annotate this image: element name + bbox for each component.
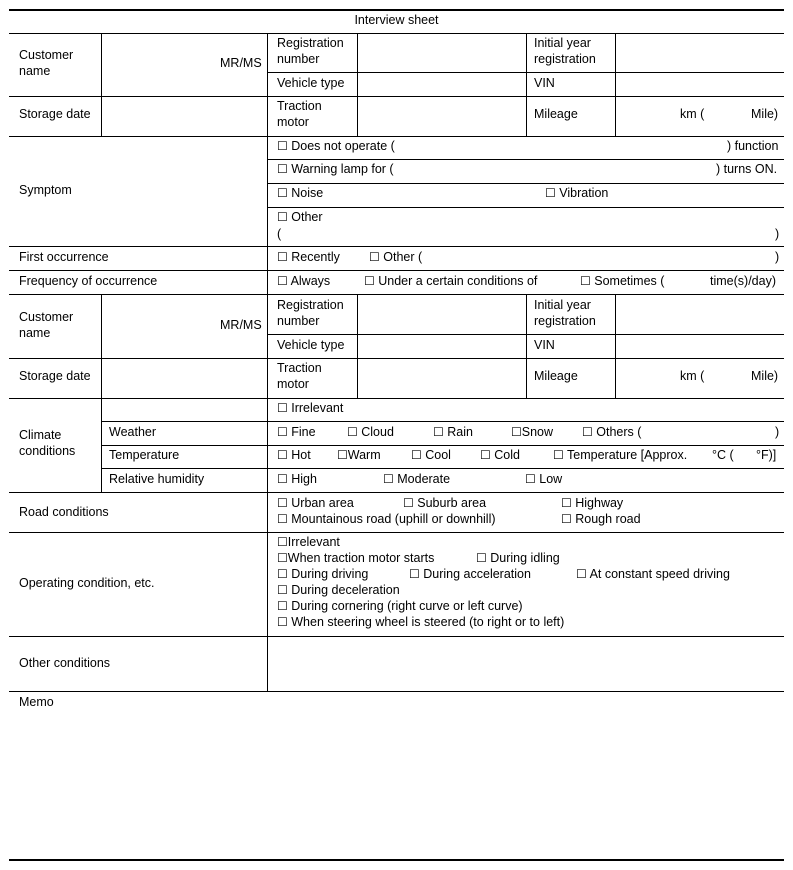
checkbox-icon: ☐ [383,472,394,486]
col-line [267,294,268,691]
warning-lamp-label: Warning lamp for ( [291,162,394,176]
row-line [9,96,784,97]
cold-label: Cold [494,448,520,462]
recently-label: Recently [291,250,340,264]
cool-checkbox[interactable] [411,447,451,463]
temperature-approx-label: Temperature [Approx. [567,448,688,462]
weather-label: Weather [109,425,157,439]
vehicle-type-label: Vehicle type [277,76,345,90]
row-line [267,159,784,160]
checkbox-icon: ☐ [277,583,288,597]
vin-label: VIN [534,338,555,352]
noise-checkbox[interactable] [277,185,323,201]
col-line [267,33,268,294]
checkbox-icon: ☐ [347,425,358,439]
recently-checkbox[interactable] [277,249,340,265]
checkbox-icon: ☐ [511,425,522,439]
checkbox-icon: ☐ [277,186,288,200]
checkbox-icon: ☐ [277,512,288,526]
checkbox-icon: ☐ [277,472,288,486]
cornering-checkbox[interactable] [277,598,523,614]
does-not-operate-checkbox[interactable] [277,138,395,154]
registration-number-label: Registration number [277,298,344,328]
checkbox-icon: ☐ [277,599,288,613]
temperature-label: Temperature [109,448,180,462]
idling-label: During idling [490,551,560,565]
checkbox-icon: ☐ [403,496,414,510]
row-line [9,636,784,637]
checkbox-icon: ☐ [545,186,556,200]
other-occurrence-label: Other ( [383,250,423,264]
warm-checkbox[interactable] [337,447,381,463]
row-line [9,358,784,359]
operating-irrelevant-checkbox[interactable] [277,534,340,550]
sheet-title: Interview sheet [354,13,439,27]
vibration-label: Vibration [559,186,609,200]
row-line [9,532,784,533]
checkbox-icon: ☐ [433,425,444,439]
checkbox-icon: ☐ [476,551,487,565]
initial-year-label: Initial year registration [534,36,596,66]
checkbox-icon: ☐ [277,274,288,288]
does-not-operate-label: Does not operate ( [291,139,395,153]
row-line [101,445,784,446]
other-symptom-checkbox[interactable] [277,209,323,225]
rain-label: Rain [447,425,473,439]
checkbox-icon: ☐ [411,448,422,462]
function-label: ) function [727,139,779,153]
col-line [526,33,527,136]
mr-ms-label: MR/MS [220,318,262,332]
mountainous-label: Mountainous road (uphill or downhill) [291,512,496,526]
km-label: km ( [680,107,705,121]
registration-number-label: Registration number [277,36,344,66]
row-line [267,207,784,208]
row-line [9,294,784,295]
suburb-label: Suburb area [417,496,487,510]
rain-checkbox[interactable] [433,424,473,440]
warm-label: Warm [347,448,381,462]
checkbox-icon: ☐ [480,448,491,462]
steering-checkbox[interactable] [277,614,564,630]
checkbox-icon: ☐ [580,274,591,288]
constant-speed-label: At constant speed driving [589,567,730,581]
checkbox-icon: ☐ [277,162,288,176]
cold-checkbox[interactable] [480,447,520,463]
climate-irrelevant-label: Irrelevant [291,401,344,415]
checkbox-icon: ☐ [561,496,572,510]
always-label: Always [290,274,331,288]
high-checkbox[interactable] [277,471,317,487]
storage-date-label: Storage date [19,107,91,121]
cloud-checkbox[interactable] [347,424,394,440]
checkbox-icon: ☐ [561,512,572,526]
other-occurrence-checkbox[interactable] [369,249,422,265]
moderate-label: Moderate [397,472,451,486]
top-border [9,9,784,11]
close-paren: ) [775,425,780,439]
checkbox-icon: ☐ [277,401,288,415]
hot-checkbox[interactable] [277,447,311,463]
temperature-approx-checkbox[interactable] [553,447,687,463]
deceleration-label: During deceleration [291,583,400,597]
suburb-checkbox[interactable] [403,495,486,511]
sometimes-label: Sometimes ( [594,274,665,288]
symptom-label: Symptom [19,183,72,197]
certain-conditions-checkbox[interactable] [364,273,537,289]
storage-date-label: Storage date [19,369,91,383]
turns-on-label: ) turns ON. [716,162,778,176]
checkbox-icon: ☐ [337,448,348,462]
mileage-label: Mileage [534,369,578,383]
row-line [9,398,784,399]
others-weather-label: Others ( [596,425,642,439]
open-paren: ( [277,227,282,241]
others-weather-checkbox[interactable] [582,424,641,440]
close-paren: ) [775,227,780,241]
rough-road-label: Rough road [575,512,641,526]
when-starts-checkbox[interactable] [277,550,434,566]
steering-label: When steering wheel is steered (to right or to left) [291,615,565,629]
initial-year-label: Initial year registration [534,298,596,328]
acceleration-label: During acceleration [423,567,531,581]
celsius-label: °C ( [712,448,734,462]
driving-checkbox[interactable] [277,566,368,582]
low-checkbox[interactable] [525,471,562,487]
other-conditions-label: Other conditions [19,656,111,670]
deceleration-checkbox[interactable] [277,582,400,598]
checkbox-icon: ☐ [576,567,587,581]
col-line [526,294,527,398]
col-line [101,33,102,136]
operating-condition-label: Operating condition, etc. [19,576,155,590]
col-line [101,294,102,398]
hot-label: Hot [291,448,311,462]
fine-checkbox[interactable] [277,424,316,440]
checkbox-icon: ☐ [369,250,380,264]
always-checkbox[interactable] [277,273,330,289]
mountainous-checkbox[interactable] [277,511,496,527]
memo-label: Memo [19,695,54,709]
checkbox-icon: ☐ [525,472,536,486]
col-line [357,294,358,398]
checkbox-icon: ☐ [582,425,593,439]
row-line [9,136,784,137]
constant-speed-checkbox[interactable] [576,566,730,582]
col-line [357,33,358,136]
checkbox-icon: ☐ [277,496,288,510]
vin-label: VIN [534,76,555,90]
bottom-border [9,859,784,861]
checkbox-icon: ☐ [553,448,564,462]
close-paren: ) [775,250,780,264]
fahrenheit-label: °F)] [756,448,777,462]
row-line [101,468,784,469]
snow-checkbox[interactable] [511,424,553,440]
customer-name-label: Customer name [19,310,74,340]
moderate-checkbox[interactable] [383,471,450,487]
snow-label: Snow [521,425,554,439]
checkbox-icon: ☐ [277,425,288,439]
first-occurrence-label: First occurrence [19,250,109,264]
driving-label: During driving [291,567,369,581]
idling-checkbox[interactable] [476,550,560,566]
mileage-label: Mileage [534,107,578,121]
rough-road-checkbox[interactable] [561,511,641,527]
humidity-label: Relative humidity [109,472,205,486]
checkbox-icon: ☐ [277,567,288,581]
customer-name-label: Customer name [19,48,74,78]
frequency-label: Frequency of occurrence [19,274,158,288]
operating-irrelevant-label: Irrelevant [287,535,340,549]
row-line [9,33,784,34]
traction-motor-label: Traction motor [277,99,322,129]
row-line [9,691,784,692]
row-line [9,246,784,247]
high-label: High [291,472,317,486]
col-line [101,398,102,492]
urban-checkbox[interactable] [277,495,354,511]
acceleration-checkbox[interactable] [409,566,531,582]
checkbox-icon: ☐ [277,535,288,549]
certain-conditions-label: Under a certain conditions of [378,274,538,288]
checkbox-icon: ☐ [277,615,288,629]
vibration-checkbox[interactable] [545,185,608,201]
cool-label: Cool [425,448,451,462]
traction-motor-label: Traction motor [277,361,322,391]
row-line [9,270,784,271]
climate-conditions-label: Climate conditions [19,428,76,458]
highway-label: Highway [575,496,624,510]
checkbox-icon: ☐ [409,567,420,581]
col-line [615,33,616,136]
vehicle-type-label: Vehicle type [277,338,345,352]
mile-label: Mile) [751,369,779,383]
row-line [9,492,784,493]
times-per-day-label: time(s)/day) [710,274,776,288]
row-line [267,183,784,184]
cloud-label: Cloud [361,425,394,439]
checkbox-icon: ☐ [277,210,288,224]
sometimes-checkbox[interactable] [580,273,664,289]
checkbox-icon: ☐ [364,274,375,288]
urban-label: Urban area [291,496,354,510]
highway-checkbox[interactable] [561,495,623,511]
other-symptom-label: Other [291,210,323,224]
checkbox-icon: ☐ [277,448,288,462]
km-label: km ( [680,369,705,383]
noise-label: Noise [291,186,324,200]
low-label: Low [539,472,563,486]
col-line [615,294,616,398]
checkbox-icon: ☐ [277,250,288,264]
mr-ms-label: MR/MS [220,56,262,70]
when-starts-label: When traction motor starts [287,551,435,565]
road-conditions-label: Road conditions [19,505,109,519]
mile-label: Mile) [751,107,779,121]
checkbox-icon: ☐ [277,551,288,565]
climate-irrelevant-checkbox[interactable] [277,400,343,416]
cornering-label: During cornering (right curve or left curve) [291,599,523,613]
fine-label: Fine [291,425,316,439]
row-line [101,421,784,422]
checkbox-icon: ☐ [277,139,288,153]
warning-lamp-checkbox[interactable] [277,161,394,177]
